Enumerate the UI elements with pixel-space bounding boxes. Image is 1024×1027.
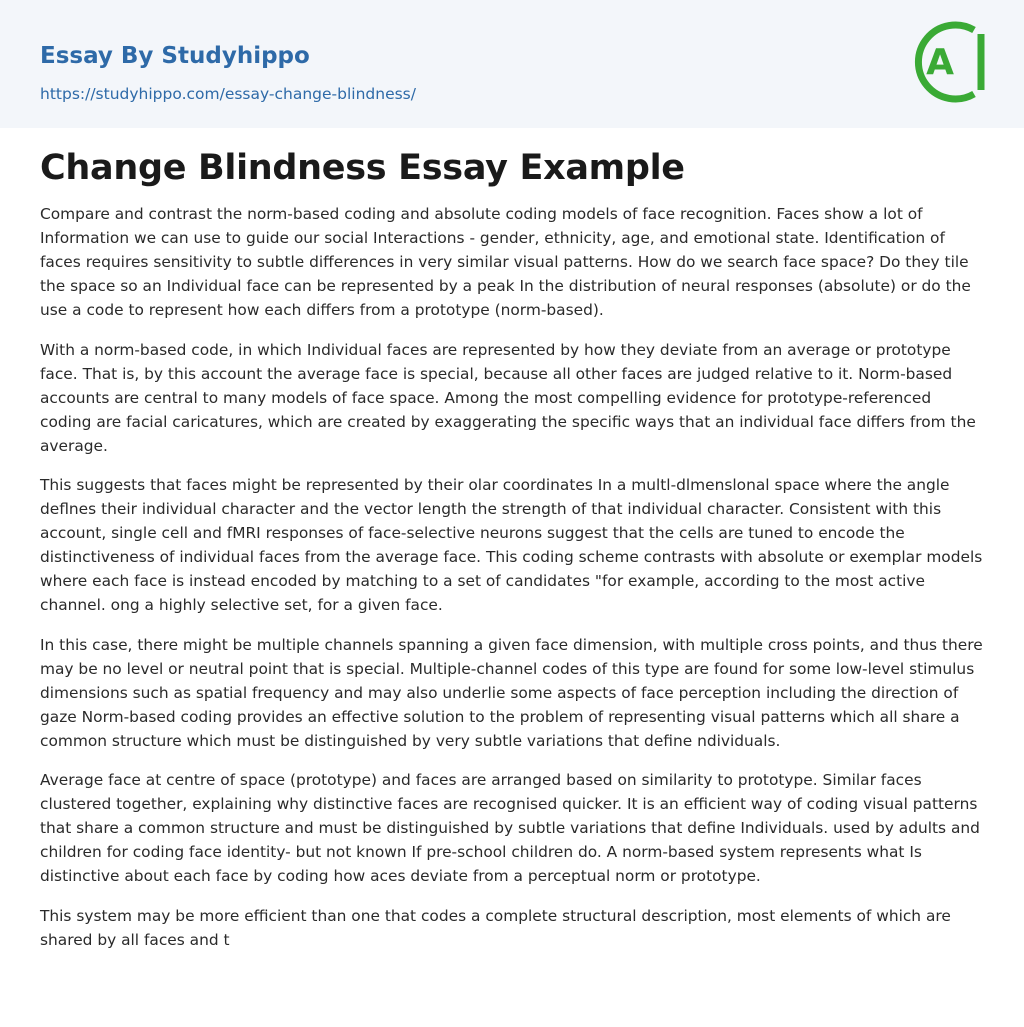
studyhippo-logo-icon[interactable] xyxy=(910,18,988,106)
paragraph-1: Compare and contrast the norm-based coding and absolute coding models of face recognition. Faces show a lot of Information we can use to guide our social Interactions - gender, ethnicity, age, and emotional state. Identification of faces requires sensitivity to subtle differences in very similar visual patterns. How do we search face space? Do they tile the space so an Individual face can be represented by a peak In the distribution of neural responses (absolute) or do the use a code to represent how each differs from a prototype (norm-based). xyxy=(40,205,971,319)
article-body xyxy=(0,128,1024,952)
paragraph-3: This suggests that faces might be represented by their olar coordinates In a multl-dlmenslonal space where the angle deflnes their individual character and the vector length the strength of that individual character. Consistent with this account, single cell and fMRI responses of face-selective neurons suggest that the cells are tuned to encode the distinctiveness of individual faces from the average face. This coding scheme contrasts with absolute or exemplar models where each face is instead encoded by matching to a set of candidates "for example, according to the most active channel. ong a highly selective set, for a given face. xyxy=(40,476,983,614)
logo-letter: A xyxy=(926,42,954,83)
site-header xyxy=(0,0,1024,128)
paragraph-5: Average face at centre of space (prototype) and faces are arranged based on similarity to prototype. Similar faces clustered together, explaining why distinctive faces are recognised quicker. It is an efficient way of coding visual patterns that share a common structure and must be distinguished by subtle variations that define Individuals. used by adults and children for coding face identity- but not known If pre-school children do. A norm-based system represents what Is distinctive about each face by coding how aces deviate from a perceptual norm or prototype. xyxy=(40,771,980,885)
page-title: Change Blindness Essay Example xyxy=(40,148,685,188)
site-title[interactable]: Essay By Studyhippo xyxy=(40,43,310,69)
paragraph-6: This system may be more efficient than one that codes a complete structural description, most elements of which are shared by all faces and t xyxy=(40,906,951,949)
article-url-link[interactable]: https://studyhippo.com/essay-change-blindness/ xyxy=(40,85,416,103)
paragraph-2: With a norm-based code, in which Individual faces are represented by how they deviate from an average or prototype face. That is, by this account the average face is special, because all other faces are judged relative to it. Norm-based accounts are central to many models of face space. Among the most compelling evidence for prototype-referenced coding are facial caricatures, which are created by exaggerating the specific ways that an individual face differs from the average. xyxy=(40,340,976,455)
paragraph-4: In this case, there might be multiple channels spanning a given face dimension, with multiple cross points, and thus there may be no level or neutral point that is special. Multiple-channel codes of this type are found for some low-level stimulus dimensions such as spatial frequency and may also underlie some aspects of face perception including the direction of gaze Norm-based coding provides an effective solution to the problem of representing visual patterns which all share a common structure which must be distinguished by very subtle variations that define ndividuals. xyxy=(40,635,983,750)
